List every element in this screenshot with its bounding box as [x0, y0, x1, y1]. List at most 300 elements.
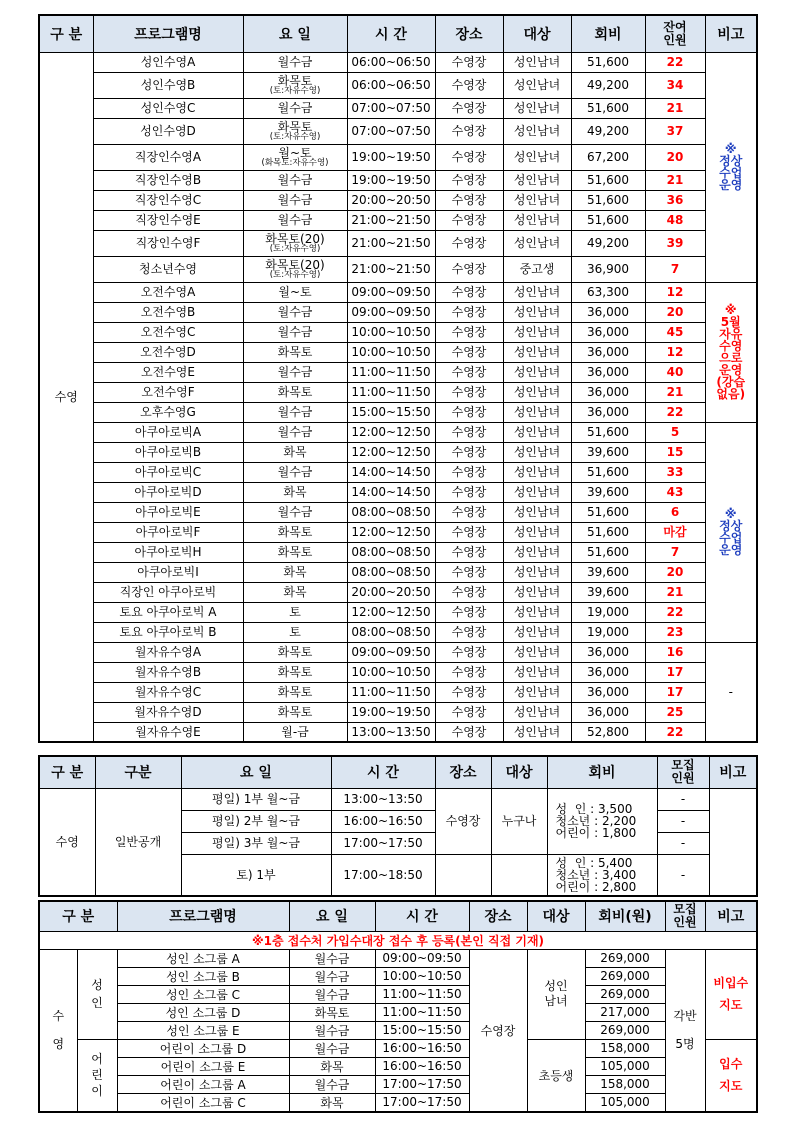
program-name-cell: 청소년수영 [93, 256, 243, 282]
time-cell: 17:00~18:50 [331, 854, 435, 896]
program-name-cell: 아쿠아로빅B [93, 442, 243, 462]
day-cell [243, 72, 347, 98]
table-row [39, 1039, 757, 1057]
fee-weekday-cell: 성 인 : 3,500 청소년 : 2,200 어린이 : 1,800 [547, 788, 657, 854]
header-cell: 시 간 [347, 15, 435, 52]
table-row [39, 210, 757, 230]
header-cell: 시 간 [331, 756, 435, 788]
header-cell: 대상 [503, 15, 571, 52]
remark-cell: ※ 5월 자유 수영 으로 운영 (강습 없음) [705, 282, 757, 422]
time-cell: 06:00~06:50 [347, 72, 435, 98]
program-name-cell: 아쿠아로빅F [93, 522, 243, 542]
fee-cell: 51,600 [571, 502, 645, 522]
target-cell: 성인남녀 [503, 230, 571, 256]
day-cell: 월수금 [289, 1075, 375, 1093]
day-cell: 월수금 [289, 1039, 375, 1057]
remaining-cell: 33 [645, 462, 705, 482]
remaining-cell: 20 [645, 562, 705, 582]
target-cell: 성인남녀 [503, 422, 571, 442]
fee-cell: 158,000 [585, 1039, 665, 1057]
program-name-cell: 성인 소그룹 B [117, 967, 289, 985]
place-cell-empty [435, 854, 491, 896]
target-cell: 성인남녀 [503, 622, 571, 642]
day-cell: 월수금 [243, 210, 347, 230]
remaining-cell: 6 [645, 502, 705, 522]
place-cell: 수영장 [469, 949, 527, 1112]
day-cell: 평일) 2부 월~금 [181, 810, 331, 832]
program-name-cell: 월자유수영B [93, 662, 243, 682]
notice-text: ※1층 접수처 가입수대장 접수 후 등록(본인 직접 기재) [39, 931, 757, 949]
fee-cell: 19,000 [571, 602, 645, 622]
time-cell: 08:00~08:50 [347, 622, 435, 642]
time-cell: 10:00~10:50 [375, 967, 469, 985]
header-cell: 회비(원) [585, 901, 665, 931]
place-cell: 수영장 [435, 190, 503, 210]
day-cell: 월수금 [243, 462, 347, 482]
table-row [39, 98, 757, 118]
place-cell: 수영장 [435, 622, 503, 642]
program-name-cell: 오전수영C [93, 322, 243, 342]
table-row [39, 72, 757, 98]
place-cell: 수영장 [435, 144, 503, 170]
fee-cell: 63,300 [571, 282, 645, 302]
program-name-cell: 아쿠아로빅E [93, 502, 243, 522]
time-cell: 21:00~21:50 [347, 230, 435, 256]
place-cell: 수영장 [435, 210, 503, 230]
header-cell: 대상 [527, 901, 585, 931]
program-name-cell: 아쿠아로빅H [93, 542, 243, 562]
target-cell: 성인남녀 [503, 442, 571, 462]
table-row [39, 362, 757, 382]
program-name-cell: 성인수영B [93, 72, 243, 98]
place-cell: 수영장 [435, 642, 503, 662]
target-child-cell: 초등생 [527, 1039, 585, 1112]
remark-cell [709, 788, 757, 896]
day-cell: 월수금 [243, 402, 347, 422]
day-cell: 토 [243, 622, 347, 642]
table-header-row [39, 15, 757, 52]
day-cell: 화목토 [243, 702, 347, 722]
place-cell: 수영장 [435, 722, 503, 742]
remaining-cell: 37 [645, 118, 705, 144]
time-cell: 20:00~20:50 [347, 582, 435, 602]
program-name-cell: 직장인수영C [93, 190, 243, 210]
table-row [39, 382, 757, 402]
fee-cell: 49,200 [571, 230, 645, 256]
place-cell: 수영장 [435, 482, 503, 502]
header-cell: 장소 [435, 756, 491, 788]
table-row [39, 190, 757, 210]
program-name-cell: 토요 아쿠아로빅 A [93, 602, 243, 622]
day-cell: 월수금 [289, 967, 375, 985]
program-name-cell: 직장인수영F [93, 230, 243, 256]
table-row [39, 144, 757, 170]
day-cell: 화목 [289, 1057, 375, 1075]
remaining-cell: 16 [645, 642, 705, 662]
day-cell: 화목토 [243, 682, 347, 702]
remaining-cell: 36 [645, 190, 705, 210]
group-child-cell: 어 린 이 [77, 1039, 117, 1112]
place-cell: 수영장 [435, 230, 503, 256]
table-row [39, 602, 757, 622]
remaining-cell: 7 [645, 542, 705, 562]
program-name-cell: 아쿠아로빅C [93, 462, 243, 482]
day-cell: 화목토 [243, 342, 347, 362]
remaining-cell: 15 [645, 442, 705, 462]
fee-cell: 51,600 [571, 422, 645, 442]
time-cell: 09:00~09:50 [347, 302, 435, 322]
place-cell: 수영장 [435, 542, 503, 562]
table-row [39, 985, 757, 1003]
header-cell: 프로그램명 [93, 15, 243, 52]
time-cell: 19:00~19:50 [347, 144, 435, 170]
time-cell: 09:00~09:50 [347, 282, 435, 302]
time-cell: 13:00~13:50 [347, 722, 435, 742]
day-cell: 화목 [243, 582, 347, 602]
day-main: 화목토 [277, 119, 313, 134]
day-cell: 화목토 [243, 382, 347, 402]
header-cell: 요 일 [289, 901, 375, 931]
target-cell: 성인남녀 [503, 98, 571, 118]
table-row [39, 52, 757, 72]
program-name-cell: 오전수영F [93, 382, 243, 402]
remaining-cell: 22 [645, 602, 705, 622]
public-swim-table [38, 755, 758, 897]
program-name-cell: 오전수영B [93, 302, 243, 322]
target-cell: 누구나 [491, 788, 547, 854]
remaining-cell: 48 [645, 210, 705, 230]
day-cell: 화목토 [243, 662, 347, 682]
day-cell: 월수금 [243, 52, 347, 72]
program-name-cell: 월자유수영A [93, 642, 243, 662]
day-note: (화목토:자유수영) [261, 157, 329, 168]
time-cell: 16:00~16:50 [375, 1039, 469, 1057]
day-main: 화목토 [277, 73, 313, 88]
target-cell: 성인남녀 [503, 682, 571, 702]
fee-cell: 269,000 [585, 985, 665, 1003]
time-cell: 13:00~13:50 [331, 788, 435, 810]
day-cell: 화목 [243, 562, 347, 582]
day-cell: 월수금 [243, 322, 347, 342]
fee-cell: 51,600 [571, 462, 645, 482]
time-cell: 11:00~11:50 [375, 985, 469, 1003]
time-cell: 11:00~11:50 [347, 682, 435, 702]
header-cell: 구 분 [39, 756, 95, 788]
day-cell: 월~토 [243, 282, 347, 302]
day-cell: 화목토 [243, 522, 347, 542]
day-cell: 월수금 [289, 985, 375, 1003]
table-row [39, 949, 757, 967]
target-cell: 성인남녀 [503, 144, 571, 170]
small-group-table [38, 900, 758, 1113]
program-name-cell: 어린이 소그룹 D [117, 1039, 289, 1057]
remaining-cell: 17 [645, 682, 705, 702]
remaining-cell: 21 [645, 170, 705, 190]
header-cell: 장소 [435, 15, 503, 52]
remaining-cell: 5 [645, 422, 705, 442]
table-row [39, 230, 757, 256]
day-cell: 화목 [243, 482, 347, 502]
table-row [39, 1075, 757, 1093]
remaining-cell: 40 [645, 362, 705, 382]
target-cell: 성인남녀 [503, 482, 571, 502]
header-cell: 대상 [491, 756, 547, 788]
recruit-cell: - [657, 832, 709, 854]
target-cell: 성인남녀 [503, 72, 571, 98]
time-cell: 11:00~11:50 [347, 382, 435, 402]
day-cell: 월수금 [243, 362, 347, 382]
time-cell: 08:00~08:50 [347, 562, 435, 582]
fee-weekend-cell: 성 인 : 5,400 청소년 : 3,400 어린이 : 2,800 [547, 854, 657, 896]
header-cell: 구 분 [39, 901, 117, 931]
place-cell: 수영장 [435, 562, 503, 582]
remaining-cell: 22 [645, 722, 705, 742]
notice-row [39, 931, 757, 949]
place-cell: 수영장 [435, 362, 503, 382]
program-name-cell: 아쿠아로빅D [93, 482, 243, 502]
time-cell: 12:00~12:50 [347, 522, 435, 542]
program-name-cell: 직장인수영A [93, 144, 243, 170]
time-cell: 16:00~16:50 [331, 810, 435, 832]
program-name-cell: 성인 소그룹 C [117, 985, 289, 1003]
table-header-row [39, 756, 757, 788]
place-cell: 수영장 [435, 582, 503, 602]
place-cell: 수영장 [435, 282, 503, 302]
fee-cell: 52,800 [571, 722, 645, 742]
day-cell: 평일) 3부 월~금 [181, 832, 331, 854]
table-row [39, 502, 757, 522]
time-cell: 08:00~08:50 [347, 502, 435, 522]
target-cell: 성인남녀 [503, 542, 571, 562]
place-cell: 수영장 [435, 52, 503, 72]
header-cell: 회비 [571, 15, 645, 52]
fee-cell: 217,000 [585, 1003, 665, 1021]
day-cell: 월수금 [243, 170, 347, 190]
fee-cell: 51,600 [571, 210, 645, 230]
target-cell: 성인남녀 [503, 582, 571, 602]
table-header-row [39, 901, 757, 931]
header-cell: 구분 [95, 756, 181, 788]
table-row [39, 522, 757, 542]
fee-cell: 67,200 [571, 144, 645, 170]
day-cell: 토 [243, 602, 347, 622]
table-row [39, 1093, 757, 1112]
day-cell: 토) 1부 [181, 854, 331, 896]
target-cell-empty [491, 854, 547, 896]
table-row [39, 442, 757, 462]
day-main: 화목토(20) [265, 231, 325, 246]
fee-cell: 51,600 [571, 98, 645, 118]
program-name-cell: 어린이 소그룹 C [117, 1093, 289, 1112]
target-cell: 중고생 [503, 256, 571, 282]
fee-cell: 36,000 [571, 402, 645, 422]
time-cell: 12:00~12:50 [347, 422, 435, 442]
remaining-cell: 21 [645, 98, 705, 118]
table-row [39, 118, 757, 144]
program-name-cell: 오전수영D [93, 342, 243, 362]
program-name-cell: 성인수영A [93, 52, 243, 72]
header-cell: 비고 [705, 15, 757, 52]
remaining-cell: 22 [645, 402, 705, 422]
program-name-cell: 오후수영G [93, 402, 243, 422]
day-note: (토:자유수영) [269, 85, 321, 96]
remaining-cell: 45 [645, 322, 705, 342]
place-cell: 수영장 [435, 342, 503, 362]
table-row [39, 462, 757, 482]
time-cell: 09:00~09:50 [347, 642, 435, 662]
place-cell: 수영장 [435, 422, 503, 442]
target-cell: 성인남녀 [503, 462, 571, 482]
target-cell: 성인남녀 [503, 302, 571, 322]
table-row [39, 967, 757, 985]
remaining-cell: 12 [645, 282, 705, 302]
day-cell: 화목 [289, 1093, 375, 1112]
remaining-cell: 7 [645, 256, 705, 282]
fee-cell: 36,000 [571, 382, 645, 402]
day-note: (토:자유수영) [269, 269, 321, 280]
table-row [39, 322, 757, 342]
target-adult-cell: 성인 남녀 [527, 949, 585, 1039]
fee-cell: 36,000 [571, 322, 645, 342]
table-row [39, 402, 757, 422]
program-name-cell: 오전수영E [93, 362, 243, 382]
remark-adult-cell: 비입수 지도 [705, 949, 757, 1039]
fee-cell: 36,900 [571, 256, 645, 282]
fee-cell: 36,000 [571, 702, 645, 722]
fee-cell: 49,200 [571, 72, 645, 98]
remaining-cell: 21 [645, 582, 705, 602]
category-cell: 수 영 [39, 949, 77, 1112]
day-cell: 월수금 [243, 302, 347, 322]
time-cell: 14:00~14:50 [347, 482, 435, 502]
day-cell: 월수금 [243, 502, 347, 522]
remaining-cell: 마감 [645, 522, 705, 542]
day-note: (토:자유수영) [269, 243, 321, 254]
day-main: 월~토 [278, 145, 312, 160]
table-row [39, 282, 757, 302]
day-cell [243, 230, 347, 256]
fee-cell: 39,600 [571, 582, 645, 602]
time-cell: 09:00~09:50 [375, 949, 469, 967]
day-cell: 월수금 [243, 98, 347, 118]
place-cell: 수영장 [435, 682, 503, 702]
time-cell: 15:00~15:50 [375, 1021, 469, 1039]
program-name-cell: 성인수영D [93, 118, 243, 144]
table-row [39, 302, 757, 322]
fee-cell: 105,000 [585, 1093, 665, 1112]
time-cell: 15:00~15:50 [347, 402, 435, 422]
program-name-cell: 직장인수영E [93, 210, 243, 230]
program-name-cell: 월자유수영D [93, 702, 243, 722]
day-cell: 화목 [243, 442, 347, 462]
place-cell: 수영장 [435, 118, 503, 144]
fee-cell: 269,000 [585, 967, 665, 985]
table-row [39, 582, 757, 602]
target-cell: 성인남녀 [503, 362, 571, 382]
program-name-cell: 성인수영C [93, 98, 243, 118]
target-cell: 성인남녀 [503, 502, 571, 522]
remaining-cell: 21 [645, 382, 705, 402]
remaining-cell: 20 [645, 144, 705, 170]
day-cell: 월수금 [289, 949, 375, 967]
fee-cell: 269,000 [585, 949, 665, 967]
target-cell: 성인남녀 [503, 118, 571, 144]
program-name-cell: 토요 아쿠아로빅 B [93, 622, 243, 642]
time-cell: 17:00~17:50 [375, 1093, 469, 1112]
program-name-cell: 아쿠아로빅A [93, 422, 243, 442]
remark-cell: - [705, 642, 757, 742]
target-cell: 성인남녀 [503, 722, 571, 742]
table-row [39, 702, 757, 722]
time-cell: 17:00~17:50 [375, 1075, 469, 1093]
header-cell: 요 일 [243, 15, 347, 52]
place-cell: 수영장 [435, 522, 503, 542]
fee-cell: 49,200 [571, 118, 645, 144]
time-cell: 21:00~21:50 [347, 256, 435, 282]
day-cell: 화목토 [243, 642, 347, 662]
place-cell: 수영장 [435, 256, 503, 282]
program-name-cell: 오전수영A [93, 282, 243, 302]
program-name-cell: 성인 소그룹 A [117, 949, 289, 967]
table-row [39, 622, 757, 642]
header-cell: 비고 [709, 756, 757, 788]
day-cell [243, 256, 347, 282]
place-cell: 수영장 [435, 98, 503, 118]
table-row [39, 542, 757, 562]
header-cell: 모집 인원 [657, 756, 709, 788]
time-cell: 16:00~16:50 [375, 1057, 469, 1075]
header-cell: 장소 [469, 901, 527, 931]
day-main: 화목토(20) [265, 257, 325, 272]
time-cell: 12:00~12:50 [347, 602, 435, 622]
remark-cell: ※ 정상 수업 운영 [705, 422, 757, 642]
header-cell: 구 분 [39, 15, 93, 52]
table-row [39, 170, 757, 190]
target-cell: 성인남녀 [503, 282, 571, 302]
fee-cell: 269,000 [585, 1021, 665, 1039]
time-cell: 10:00~10:50 [347, 322, 435, 342]
day-cell [243, 144, 347, 170]
place-cell: 수영장 [435, 302, 503, 322]
remark-cell: ※ 정상 수업 운영 [705, 52, 757, 282]
target-cell: 성인남녀 [503, 642, 571, 662]
day-cell: 화목토 [289, 1003, 375, 1021]
target-cell: 성인남녀 [503, 170, 571, 190]
target-cell: 성인남녀 [503, 562, 571, 582]
program-name-cell: 성인 소그룹 E [117, 1021, 289, 1039]
target-cell: 성인남녀 [503, 522, 571, 542]
target-cell: 성인남녀 [503, 322, 571, 342]
header-cell: 모집 인원 [665, 901, 705, 931]
fee-cell: 39,600 [571, 442, 645, 462]
fee-cell: 36,000 [571, 362, 645, 382]
table-row [39, 1021, 757, 1039]
fee-cell: 105,000 [585, 1057, 665, 1075]
table-row [39, 642, 757, 662]
place-cell: 수영장 [435, 702, 503, 722]
time-cell: 12:00~12:50 [347, 442, 435, 462]
target-cell: 성인남녀 [503, 52, 571, 72]
remaining-cell: 12 [645, 342, 705, 362]
place-cell: 수영장 [435, 442, 503, 462]
place-cell: 수영장 [435, 788, 491, 854]
fee-cell: 36,000 [571, 642, 645, 662]
time-cell: 10:00~10:50 [347, 662, 435, 682]
time-cell: 19:00~19:50 [347, 702, 435, 722]
table-row [39, 1057, 757, 1075]
time-cell: 08:00~08:50 [347, 542, 435, 562]
group-adult-cell: 성 인 [77, 949, 117, 1039]
